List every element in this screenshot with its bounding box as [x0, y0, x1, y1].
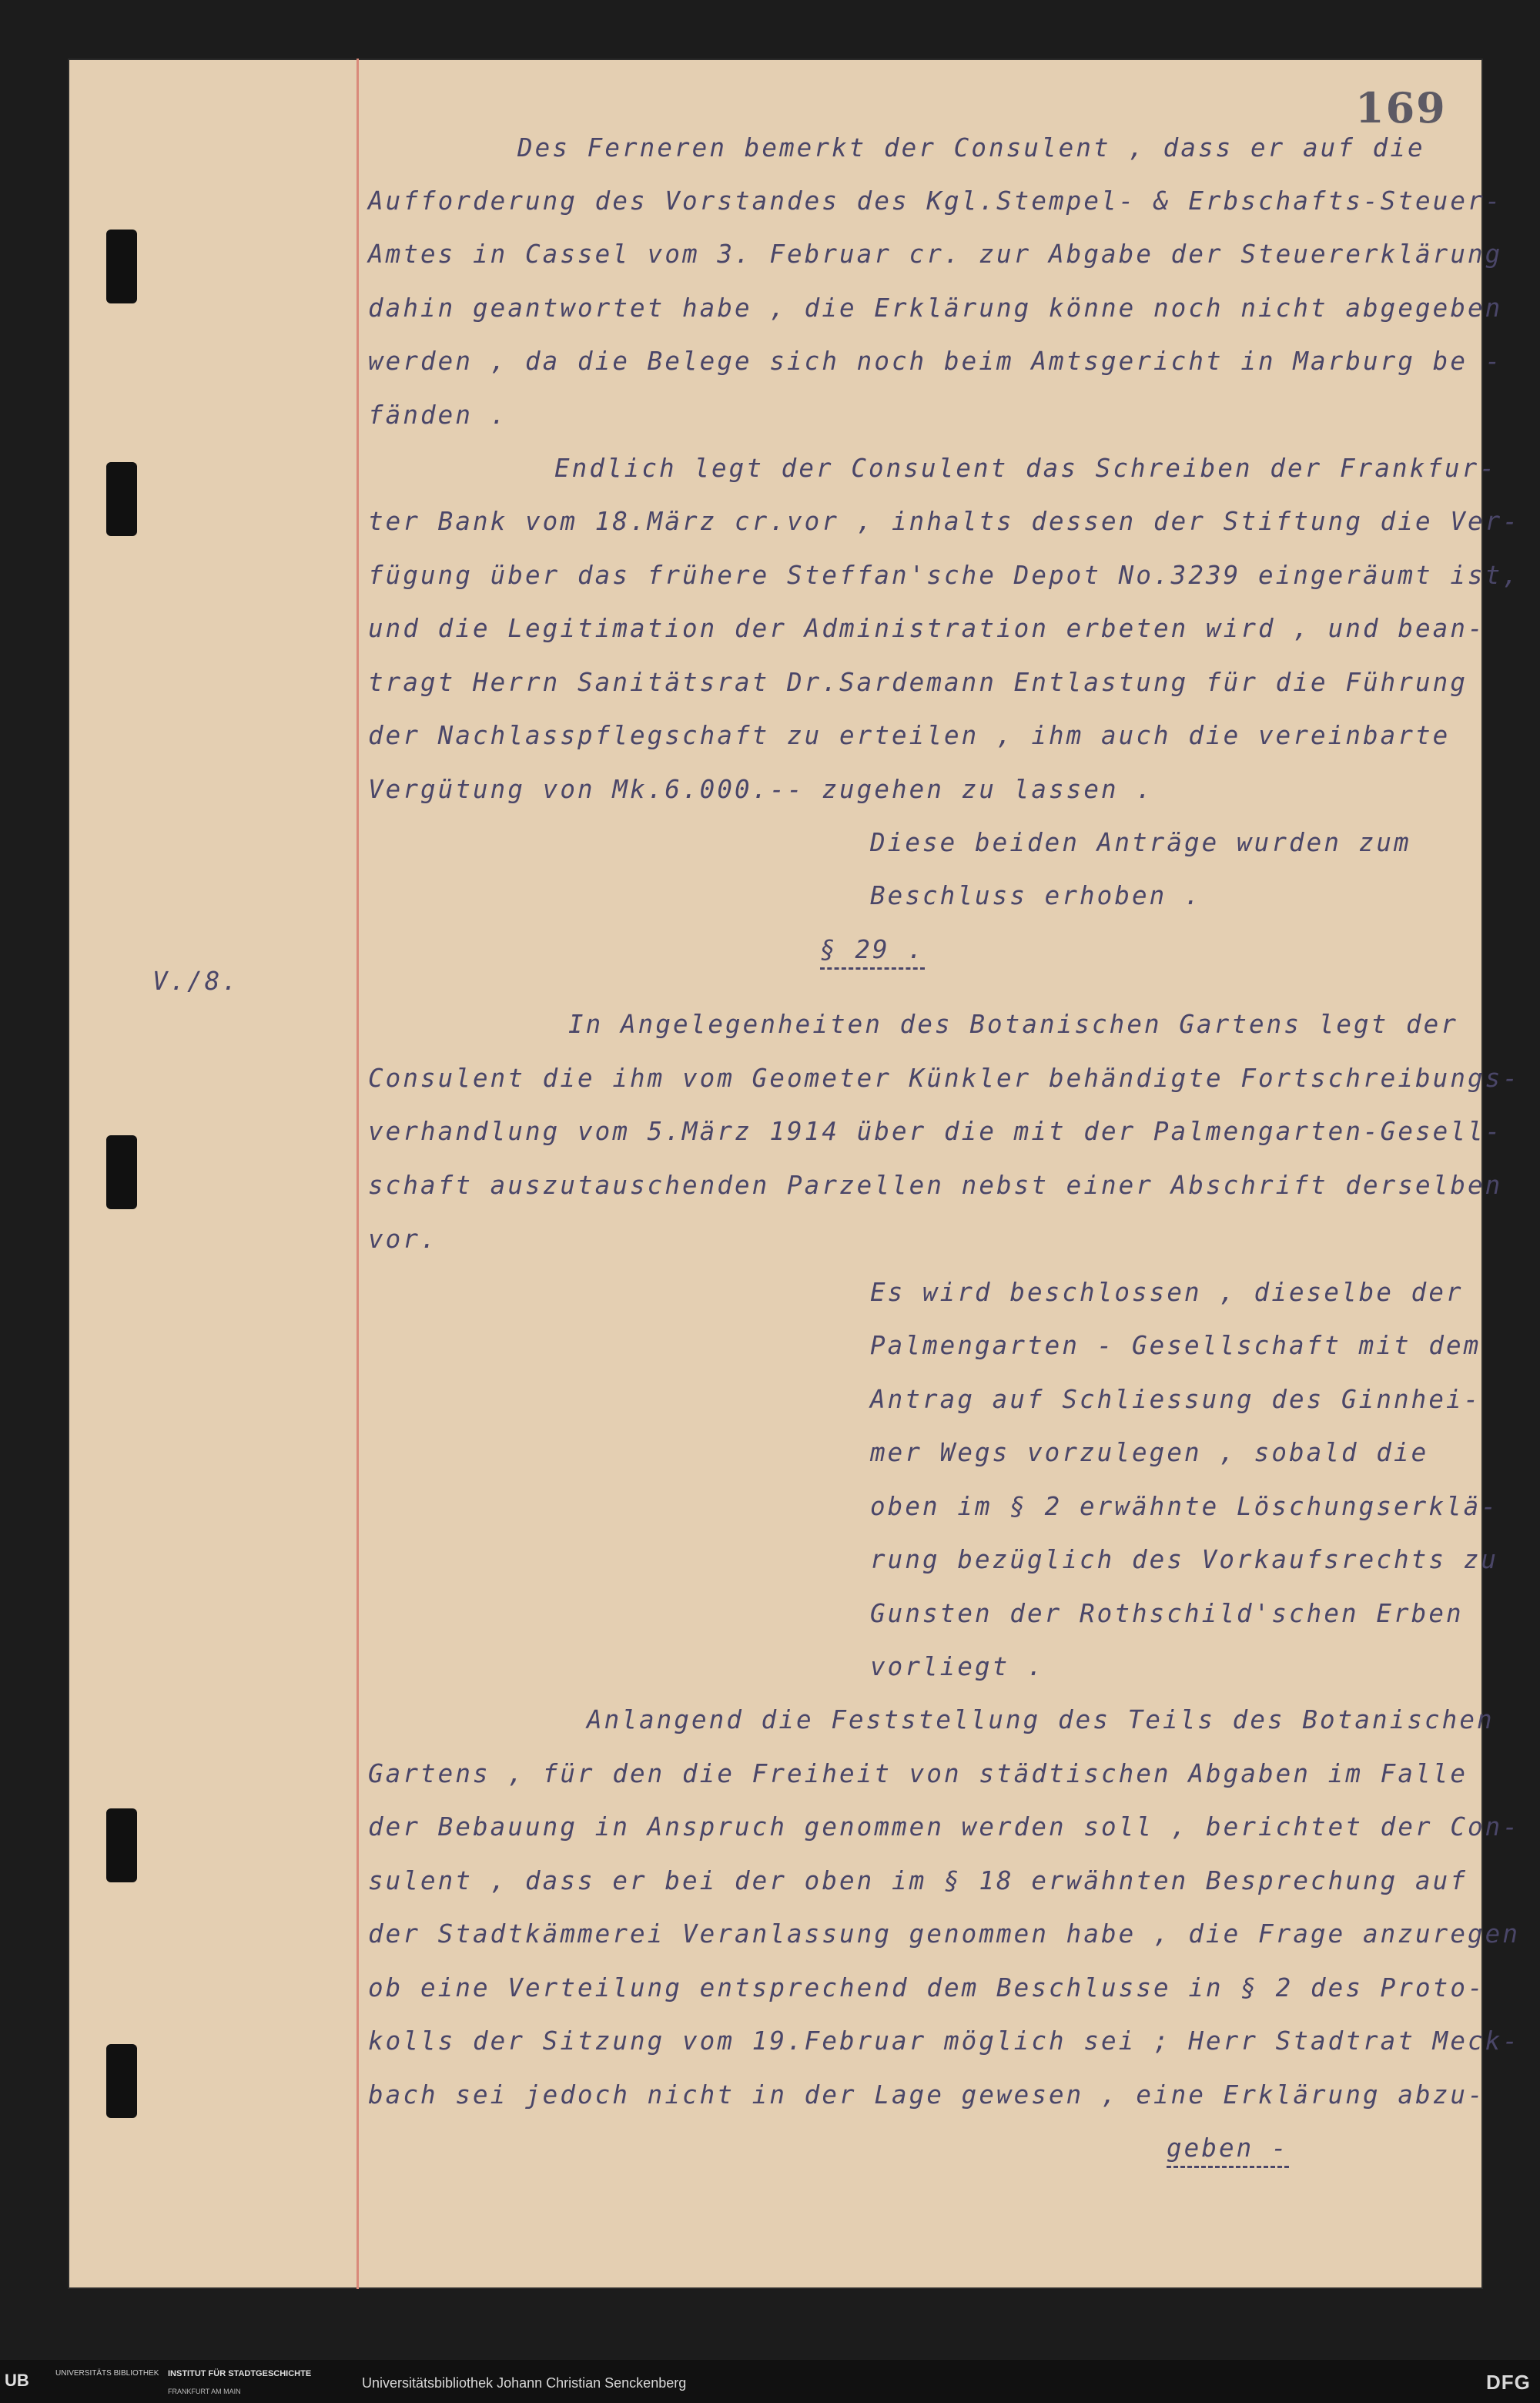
text-line: und die Legitimation der Administration erbeten wird , und bean- [368, 614, 1485, 643]
text-line: werden , da die Belege sich noch beim Amtsgericht in Marburg be - [368, 347, 1503, 376]
text-line: ter Bank vom 18.März cr.vor , inhalts dessen der Stiftung die Ver- [368, 507, 1520, 536]
text-line: Beschluss erhoben . [870, 881, 1202, 910]
text-line: bach sei jedoch nicht in der Lage gewesen , eine Erklärung abzu- [368, 2080, 1485, 2110]
text-line: Palmengarten - Gesellschaft mit dem [870, 1331, 1481, 1360]
text-line: schaft auszutauschenden Parzellen nebst einer Abschrift derselben [368, 1171, 1503, 1200]
red-margin-line [357, 59, 359, 2289]
text-line: tragt Herrn Sanitätsrat Dr.Sardemann Entlastung für die Führung [368, 668, 1468, 697]
footer-bar [0, 2360, 1540, 2403]
text-line: dahin geantwortet habe , die Erklärung könne noch nicht abgegeben [368, 293, 1503, 323]
institution-name: Universitätsbibliothek Johann Christian Senckenberg [362, 2375, 687, 2391]
text-line: In Angelegenheiten des Botanischen Gartens legt der [568, 1010, 1458, 1039]
ub-logo-text: UNIVERSITÄTS BIBLIOTHEK [55, 2369, 159, 2378]
text-line: der Stadtkämmerei Veranlassung genommen habe , die Frage anzuregen [368, 1919, 1520, 1949]
institut-logo[interactable]: INSTITUT FÜR STADTGESCHICHTE [168, 2369, 312, 2378]
text-line: vorliegt . [870, 1652, 1045, 1681]
text-line: Amtes in Cassel vom 3. Februar cr. zur Abgabe der Steuererklärung [368, 240, 1503, 269]
page-number: 169 [1355, 83, 1447, 132]
text-line: Consulent die ihm vom Geometer Künkler behändigte Fortschreibungs- [368, 1064, 1520, 1093]
text-line: Es wird beschlossen , dieselbe der [870, 1278, 1464, 1307]
text-line: ob eine Verteilung entsprechend dem Beschlusse in § 2 des Proto- [368, 1973, 1485, 2002]
text-line: verhandlung vom 5.März 1914 über die mit der Palmengarten-Gesell- [368, 1117, 1503, 1146]
text-line: der Nachlasspflegschaft zu erteilen , ihm auch die vereinbarte [368, 721, 1451, 750]
text-line: Vergütung von Mk.6.000.-- zugehen zu lassen . [368, 775, 1153, 804]
institut-logo-subtitle: FRANKFURT AM MAIN [168, 2388, 241, 2395]
text-line: Des Ferneren bemerkt der Consulent , dass er auf die [517, 133, 1425, 163]
binding-hole [106, 462, 137, 536]
text-line: Antrag auf Schliessung des Ginnhei- [870, 1385, 1481, 1414]
text-line: fügung über das frühere Steffan'sche Depot No.3239 eingeräumt ist, [368, 561, 1520, 590]
text-line: vor. [368, 1225, 438, 1254]
text-line: Diese beiden Anträge wurden zum [870, 828, 1411, 857]
text-line: Anlangend die Feststellung des Teils des Botanischen [587, 1705, 1495, 1734]
text-line: geben - [1167, 2133, 1289, 2168]
binding-hole [106, 230, 137, 303]
dfg-logo[interactable]: DFG [1486, 2371, 1531, 2394]
binding-hole [106, 1808, 137, 1882]
margin-note: V./8. [152, 967, 239, 996]
binding-hole [106, 1135, 137, 1209]
text-line: § 29 . [820, 935, 925, 970]
text-line: mer Wegs vorzulegen , sobald die [870, 1438, 1429, 1467]
text-line: rung bezüglich des Vorkaufsrechts zu [870, 1545, 1498, 1574]
ub-logo[interactable]: UB [5, 2371, 29, 2390]
text-line: Endlich legt der Consulent das Schreiben der Frankfur- [554, 454, 1497, 483]
text-line: fänden . [368, 400, 508, 430]
text-line: Aufforderung des Vorstandes des Kgl.Stempel- & Erbschafts-Steuer- [368, 186, 1503, 216]
text-line: sulent , dass er bei der oben im § 18 erwähnten Besprechung auf [368, 1866, 1468, 1895]
text-line: kolls der Sitzung vom 19.Februar möglich sei ; Herr Stadtrat Meck- [368, 2026, 1520, 2056]
binding-hole [106, 2044, 137, 2118]
text-line: Gunsten der Rothschild'schen Erben [870, 1599, 1464, 1628]
text-line: oben im § 2 erwähnte Löschungserklä- [870, 1492, 1498, 1521]
text-line: der Bebauung in Anspruch genommen werden soll , berichtet der Con- [368, 1812, 1520, 1842]
text-line: Gartens , für den die Freiheit von städtischen Abgaben im Falle [368, 1759, 1468, 1788]
